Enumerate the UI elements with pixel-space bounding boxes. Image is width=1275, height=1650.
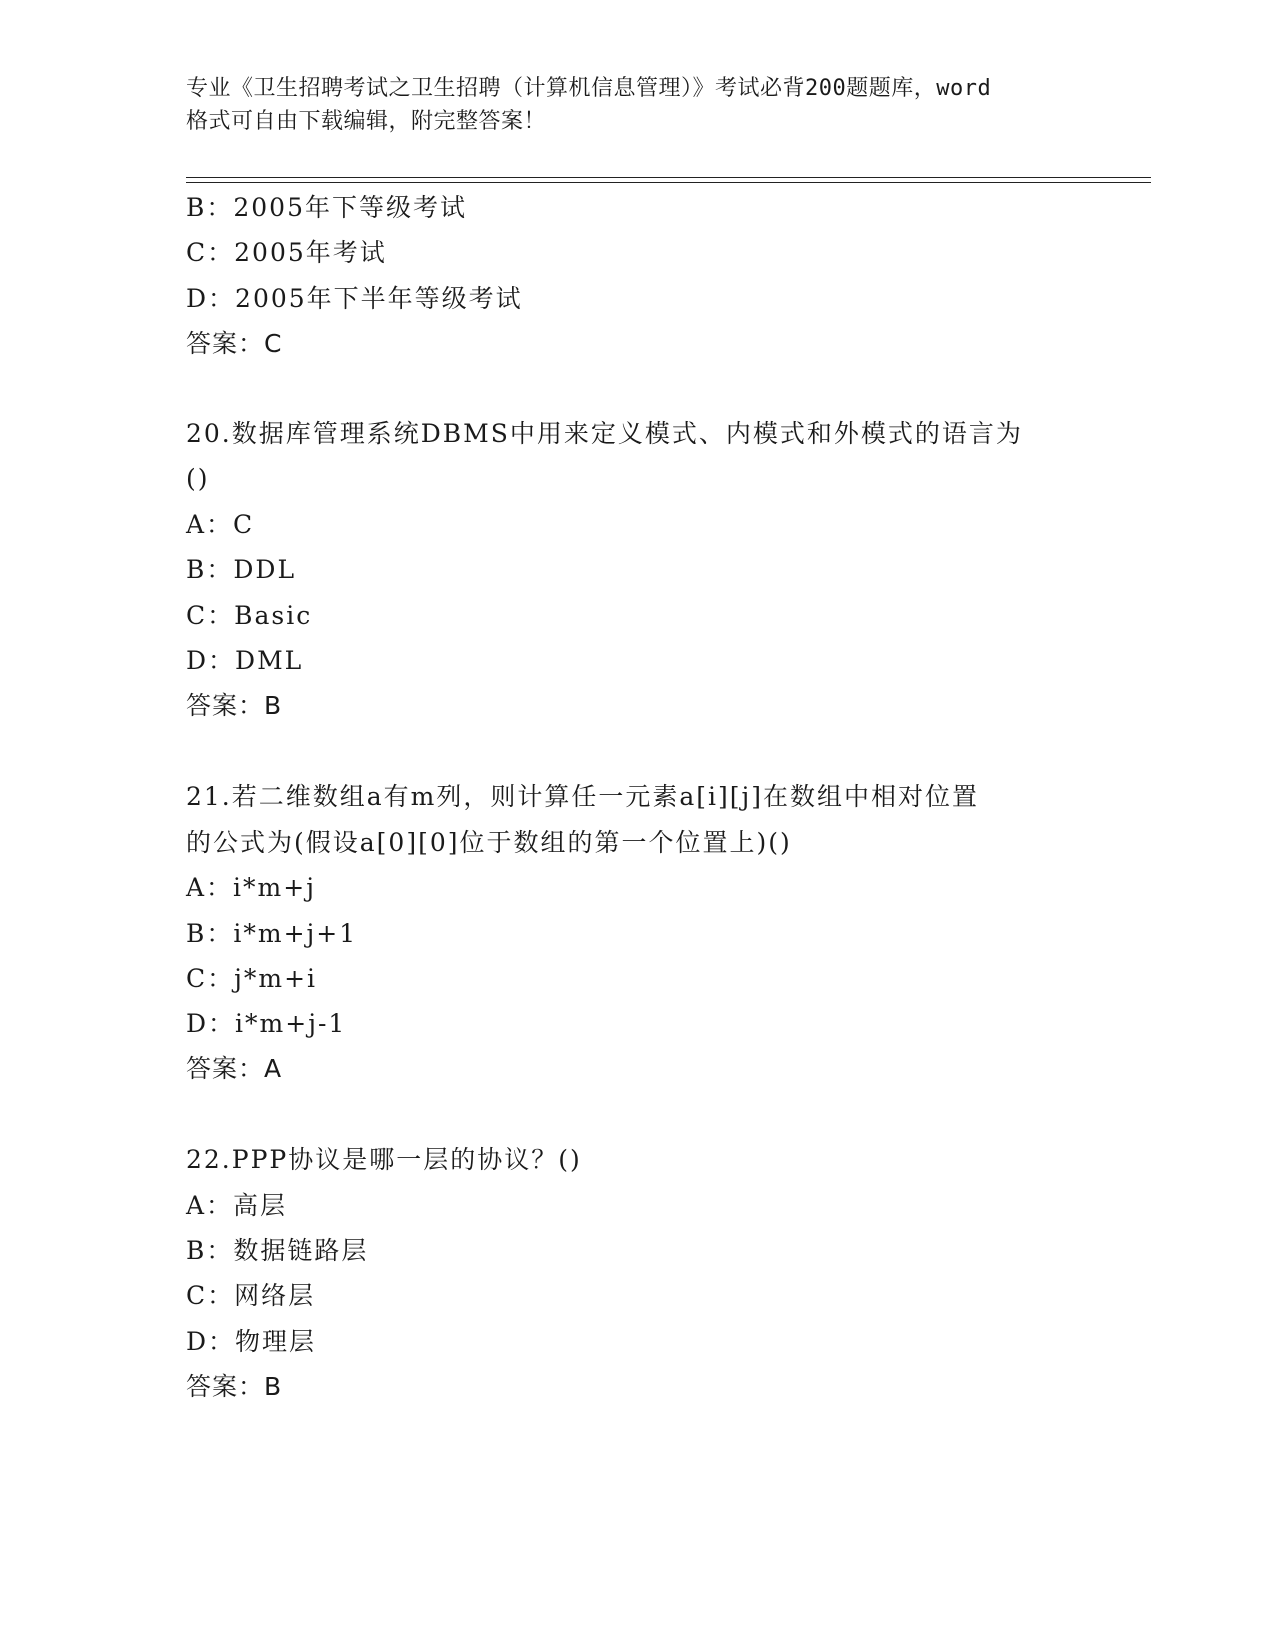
option-b: B：数据链路层 <box>186 1236 369 1265</box>
document-header <box>186 72 1086 138</box>
option-b: B：i*m+j+1 <box>186 919 358 948</box>
question-stem: 21.若二维数组a有m列，则计算任一元素a[i][j]在数组中相对位置 <box>186 782 980 811</box>
option-c: C：j*m+i <box>186 964 318 993</box>
option-a: A：i*m+j <box>186 873 316 902</box>
header-line-2: 格式可自由下载编辑，附完整答案！ <box>186 109 547 134</box>
option-d: D：物理层 <box>186 1327 317 1356</box>
option-c: C：网络层 <box>186 1281 316 1310</box>
option-d: D：DML <box>186 646 304 675</box>
answer-line: 答案：B <box>186 691 283 720</box>
answer-line: 答案：A <box>186 1054 283 1083</box>
option-a: A：高层 <box>186 1191 288 1220</box>
option-a: A：C <box>186 510 255 539</box>
question-stem: 20.数据库管理系统DBMS中用来定义模式、内模式和外模式的语言为 <box>186 419 1023 448</box>
question-stem: () <box>186 464 210 493</box>
option-c: C：2005年考试 <box>186 238 387 267</box>
option-b: B：DDL <box>186 555 297 584</box>
header-line-1: 专业《卫生招聘考试之卫生招聘（计算机信息管理）》考试必背200题题库，word <box>186 76 992 101</box>
option-c: C：Basic <box>186 601 313 630</box>
header-divider-bottom <box>186 182 1151 183</box>
answer-line: 答案：C <box>186 329 283 358</box>
option-d: D：i*m+j-1 <box>186 1009 347 1038</box>
answer-line: 答案：B <box>186 1372 283 1401</box>
header-divider-top <box>186 177 1151 178</box>
question-stem: 的公式为(假设a[0][0]位于数组的第一个位置上)() <box>186 828 792 857</box>
option-d: D：2005年下半年等级考试 <box>186 284 523 313</box>
question-stem: 22.PPP协议是哪一层的协议？() <box>186 1145 582 1174</box>
option-b: B：2005年下等级考试 <box>186 193 467 222</box>
